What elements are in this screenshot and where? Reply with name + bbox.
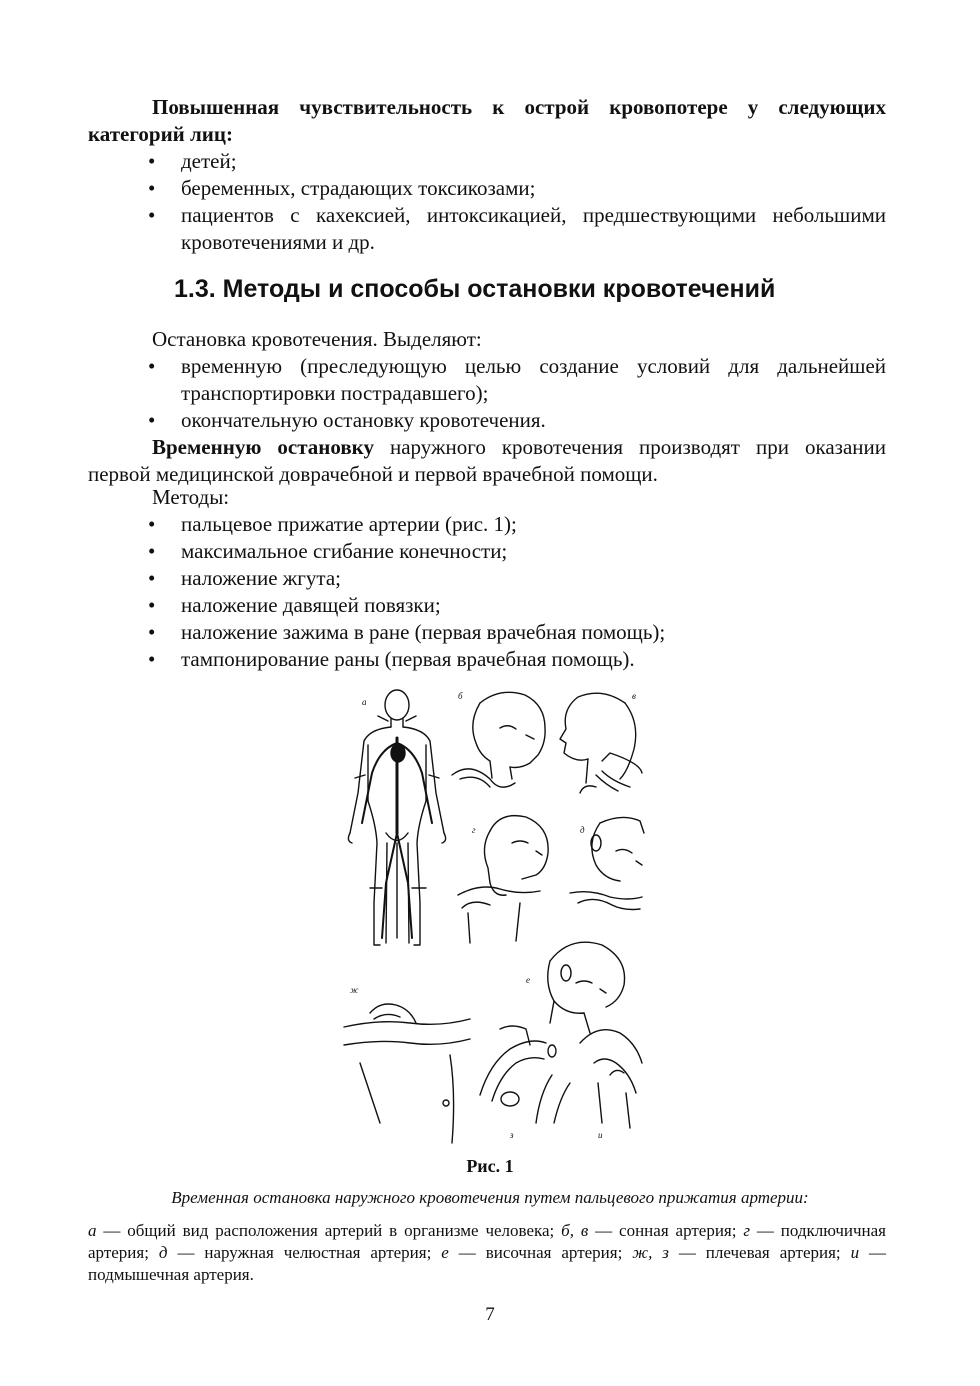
panel-letter-zh: ж (350, 985, 359, 995)
section-number: 1.3. (174, 275, 216, 303)
list-item (148, 565, 886, 592)
bullet: • (148, 566, 156, 590)
intro-bold-text: Повышенная чувствительность к острой кровопотере у следующих категорий лиц: (88, 95, 886, 146)
legend-text: — подключичная артерия; (88, 1221, 886, 1262)
list-item (148, 148, 886, 175)
list-item (148, 619, 886, 646)
legend-text: — височная артерия; (448, 1243, 633, 1262)
list-item-text: наложение жгута; (181, 566, 342, 590)
list-item-text: максимальное сгибание конечности; (181, 539, 508, 563)
bullet: • (148, 512, 156, 536)
panel-z-brachial (480, 1026, 570, 1140)
legend-text: — общий вид расположения артерий в организме человека; (96, 1221, 562, 1240)
legend-text: — наружная челюстная артерия; (167, 1243, 442, 1262)
stop-list (148, 353, 886, 434)
list-item (148, 353, 886, 407)
list-item-text: временную (преследующую целью создание условий для дальнейшей транспортировки пострадавшего); (181, 354, 886, 405)
legend-letter: б, в (561, 1221, 589, 1240)
legend-letter: д (158, 1243, 168, 1262)
list-item-text: беременных, страдающих токсикозами; (181, 176, 536, 200)
stop-lead-text: Остановка кровотечения. Выделяют: (152, 327, 482, 351)
panel-letter-e: е (526, 975, 530, 985)
bullet: • (148, 408, 156, 432)
panel-i-axillary (580, 1030, 642, 1140)
list-item-text: детей; (181, 149, 237, 173)
temporary-bold-text: Временную остановку (152, 435, 374, 459)
bullet: • (148, 354, 156, 378)
bullet: • (148, 620, 156, 644)
bullet: • (148, 647, 156, 671)
temporary-paragraph (88, 434, 886, 488)
methods-lead (88, 484, 886, 511)
section-title: Методы и способы остановки кровотечений (222, 275, 776, 303)
list-item (148, 511, 886, 538)
panel-letter-i: и (598, 1130, 603, 1140)
panel-g-subclavian (458, 816, 548, 943)
list-item (148, 592, 886, 619)
panel-e-temporal (526, 942, 625, 1033)
panel-letter-b: б (458, 691, 463, 701)
legend-letter: и (850, 1243, 860, 1262)
panel-letter-v: в (632, 691, 636, 701)
panel-zh-brachial (344, 985, 470, 1143)
methods-list (148, 511, 886, 673)
list-item-text: наложение давящей повязки; (181, 593, 441, 617)
intro-paragraph (88, 94, 886, 148)
panel-d-jaw (570, 817, 644, 909)
stop-lead (88, 326, 886, 353)
bullet: • (148, 539, 156, 563)
legend-text: — подмышечная артерия. (88, 1243, 887, 1284)
panel-b-carotid (452, 691, 545, 787)
bullet: • (148, 149, 156, 173)
list-item (148, 646, 886, 673)
figure-illustration (340, 683, 645, 1148)
legend-text: — плечевая артерия; (668, 1243, 851, 1262)
bullet: • (148, 593, 156, 617)
legend-letter: ж, з (632, 1243, 669, 1262)
list-item-text: пациентов с кахексией, интоксикацией, предшествующими небольшими кровотечениями и др. (181, 203, 886, 254)
panel-v-carotid (560, 691, 642, 793)
panel-letter-g: г (472, 825, 476, 835)
figure-title: Рис. 1 (466, 1156, 514, 1176)
list-item (148, 407, 886, 434)
panel-letter-a: а (362, 697, 367, 707)
methods-lead-text: Методы: (152, 485, 230, 509)
list-item (148, 538, 886, 565)
bullet: • (148, 176, 156, 200)
legend-letter: г (743, 1221, 750, 1240)
figure-legend (88, 1220, 886, 1286)
list-item (148, 175, 886, 202)
list-item-text: окончательную остановку кровотечения. (181, 408, 546, 432)
artery-pressure-illustration (340, 683, 645, 1148)
legend-letter: а (88, 1221, 97, 1240)
figure-subtitle: Временная остановка наружного кровотечения путем пальцевого прижатия артерии: (171, 1188, 809, 1207)
section-heading (174, 272, 775, 306)
intro-list (148, 148, 886, 256)
legend-text: — сонная артерия; (588, 1221, 744, 1240)
list-item (148, 202, 886, 256)
page-number: 7 (485, 1304, 495, 1325)
list-item-text: тампонирование раны (первая врачебная помощь). (181, 647, 635, 671)
list-item-text: пальцевое прижатие артерии (рис. 1); (181, 512, 517, 536)
panel-letter-d: д (580, 825, 585, 835)
list-item-text: наложение зажима в ране (первая врачебная помощь); (181, 620, 666, 644)
bullet: • (148, 203, 156, 227)
panel-letter-z: з (510, 1130, 514, 1140)
temporary-rest-text: наружного кровотечения производят при оказании первой медицинской доврачебной и первой врачебной помощи. (88, 435, 886, 486)
legend-letter: е (441, 1243, 449, 1262)
panel-a-body (348, 690, 445, 945)
